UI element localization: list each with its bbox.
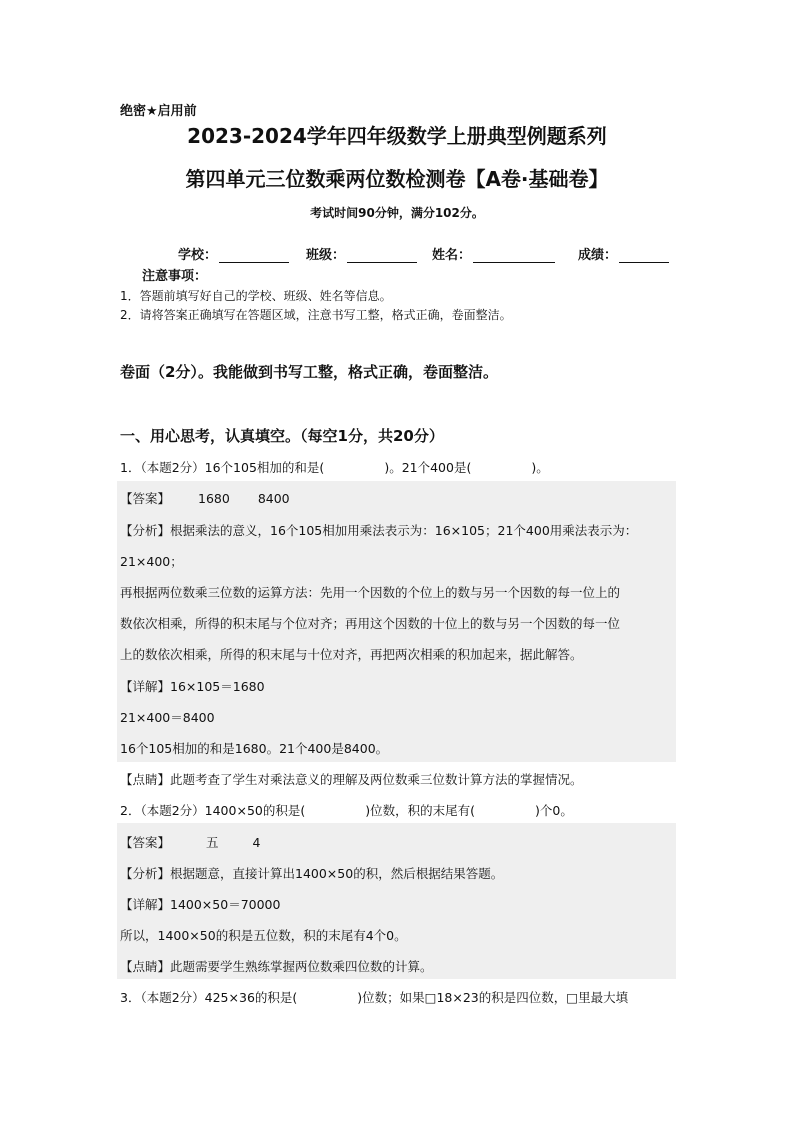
class-field — [306, 244, 417, 263]
q2-answer-1: 五 — [206, 835, 219, 850]
q3-stem: 3．（本题2分）425×36的积是( )位数；如果□18×23的积是四位数，□里最大填 — [120, 990, 629, 1005]
q1-analysis: 【分析】根据乘法的意义，16个105相加用乘法表示为：16×105；21个400用乘法表示为： — [120, 523, 638, 538]
score-label: 成绩： — [578, 248, 618, 263]
q1-comment: 【点睛】此题考查了学生对乘法意义的理解及两位数乘三位数计算方法的掌握情况。 — [120, 772, 583, 787]
q2-stem: 2．（本题2分）1400×50的积是( )位数，积的末尾有( )个0。 — [120, 803, 573, 818]
paper-subtitle: 第四单元三位数乘两位数检测卷【A卷·基础卷】 — [185, 167, 609, 191]
school-blank[interactable] — [219, 248, 289, 263]
q1-analysis: 再根据两位数乘三位数的运算方法：先用一个因数的个位上的数与另一个因数的每一位上的 — [120, 585, 621, 600]
exam-time: 考试时间90分钟，满分102分。 — [310, 206, 484, 220]
q2-analysis: 【分析】根据题意，直接计算出1400×50的积，然后根据结果答题。 — [120, 866, 504, 881]
paper-title: 2023-2024学年四年级数学上册典型例题系列 — [187, 124, 607, 148]
q2-detail: 【详解】1400×50＝70000 — [120, 897, 281, 912]
q1-answer-2: 8400 — [257, 491, 290, 506]
q1-analysis: 数依次相乘，所得的积末尾与个位对齐；再用这个因数的十位上的数与另一个因数的每一位 — [120, 616, 621, 631]
school-field — [178, 244, 289, 263]
notes-heading: 注意事项： — [142, 269, 208, 284]
q1-detail: 16个105相加的和是1680。21个400是8400。 — [120, 741, 389, 756]
q1-answer: 【答案】 1680 8400 — [120, 491, 290, 506]
q1-answer-1: 1680 — [198, 491, 230, 506]
q1-detail: 【详解】16×105＝1680 — [120, 679, 265, 694]
q2-answer: 【答案】 五 4 — [120, 835, 261, 850]
q1-analysis: 上的数依次相乘，所得的积末尾与十位对齐，再把两次相乘的积加起来，据此解答。 — [120, 647, 583, 662]
section-title: 一、用心思考，认真填空。（每空1分，共20分） — [120, 427, 444, 445]
q1-analysis: 21×400； — [120, 554, 183, 569]
confidential-mark: 绝密★启用前 — [120, 104, 197, 119]
score-field — [578, 244, 669, 263]
name-label: 姓名： — [432, 248, 472, 263]
q1-stem: 1．（本题2分）16个105相加的和是( )。21个400是( )。 — [120, 460, 549, 475]
class-blank[interactable] — [347, 248, 417, 263]
neatness-statement: 卷面（2分）。我能做到书写工整，格式正确，卷面整洁。 — [120, 363, 498, 381]
note-item: 1．答题前填写好自己的学校、班级、姓名等信息。 — [120, 289, 392, 303]
name-blank[interactable] — [473, 248, 555, 263]
q2-answer-2: 4 — [252, 835, 261, 850]
name-field — [432, 244, 555, 263]
note-item: 2．请将答案正确填写在答题区域，注意书写工整，格式正确，卷面整洁。 — [120, 308, 512, 322]
q2-detail: 所以，1400×50的积是五位数，积的末尾有4个0。 — [120, 928, 407, 943]
score-blank[interactable] — [619, 248, 669, 263]
class-label: 班级： — [306, 248, 346, 263]
q2-comment: 【点睛】此题需要学生熟练掌握两位数乘四位数的计算。 — [120, 959, 433, 974]
q1-detail: 21×400＝8400 — [120, 710, 215, 725]
school-label: 学校： — [178, 248, 218, 263]
